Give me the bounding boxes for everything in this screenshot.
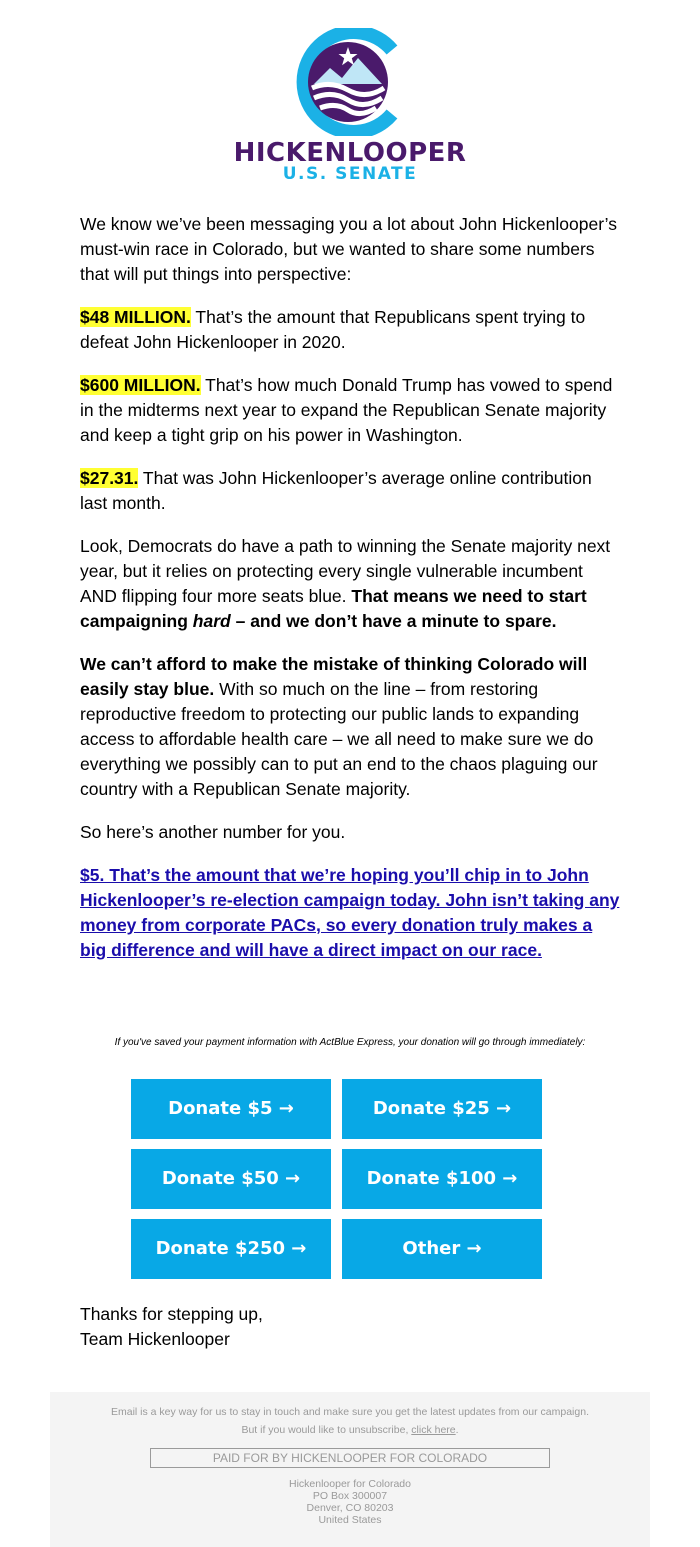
colorado-bold: We can’t afford to make the mistake of thinking Colorado will easily stay blue.: [80, 654, 588, 699]
donate-ask-link[interactable]: $5. That’s the amount that we’re hoping you’ll chip in to John Hickenlooper’s re-election campaign today. John isn’t taking any money from corporate PACs, so every donation truly makes a big difference and will have a direct impact on our race.: [80, 865, 620, 960]
paid-for-disclaimer: PAID FOR BY HICKENLOOPER FOR COLORADO: [150, 1448, 550, 1468]
address-po: PO Box 300007: [312, 1490, 388, 1502]
campaign-emblem-icon: [290, 28, 410, 136]
mailing-address: [50, 1478, 650, 1526]
donate-5-button[interactable]: Donate $5 →: [131, 1079, 331, 1139]
ask-paragraph: [80, 863, 620, 963]
logo: [0, 28, 700, 188]
donate-100-button[interactable]: Donate $100 →: [342, 1149, 542, 1209]
footer-line-2: [50, 1424, 650, 1436]
footer-unsub-pre: But if you would like to unsubscribe,: [241, 1424, 412, 1436]
donate-other-button[interactable]: Other →: [342, 1219, 542, 1279]
footer-line-1: Email is a key way for us to stay in touch and make sure you get the latest updates from our campaign.: [111, 1406, 589, 1418]
actblue-express-note: If you've saved your payment information with ActBlue Express, your donation will go through immediately:: [114, 1037, 586, 1048]
another-number-paragraph: So here’s another number for you.: [80, 822, 346, 842]
address-country: United States: [318, 1514, 382, 1526]
signoff-line-2: Team Hickenlooper: [80, 1329, 230, 1349]
path-bold-1: That means we need to start campaigning: [80, 586, 587, 631]
stat-text-1: That’s the amount that Republicans spent trying to defeat John Hickenlooper in 2020.: [80, 307, 586, 352]
stat-text-3: That was John Hickenlooper’s average online contribution last month.: [80, 468, 592, 513]
footer-unsub-post: .: [455, 1424, 459, 1436]
stat-highlight-3: $27.31.: [80, 468, 139, 488]
path-bold-2: – and we don’t have a minute to spare.: [230, 611, 557, 631]
signoff-line-1: Thanks for stepping up,: [80, 1304, 263, 1324]
address-city: Denver, CO 80203: [306, 1502, 394, 1514]
logo-name: HICKENLOOPER: [233, 138, 467, 168]
donate-50-button[interactable]: Donate $50 →: [131, 1149, 331, 1209]
path-paragraph: [80, 534, 620, 634]
email-body: [80, 212, 620, 981]
stat-paragraph-1: [80, 305, 620, 355]
donate-25-button[interactable]: Donate $25 →: [342, 1079, 542, 1139]
email-footer: [50, 1392, 650, 1547]
stat-paragraph-3: [80, 466, 620, 516]
signoff: [80, 1302, 620, 1352]
address-org: Hickenlooper for Colorado: [289, 1478, 411, 1490]
logo-subtitle: U.S. SENATE: [282, 164, 418, 184]
intro-paragraph: We know we’ve been messaging you a lot about John Hickenlooper’s must-win race in Colorado, but we wanted to share some numbers that will put things into perspective:: [80, 214, 617, 284]
path-text: Look, Democrats do have a path to winning the Senate majority next year, but it relies on protecting every single vulnerable incumbent AND flipping four more seats blue.: [80, 536, 611, 606]
donate-250-button[interactable]: Donate $250 →: [131, 1219, 331, 1279]
stat-highlight-2: $600 MILLION.: [80, 375, 201, 395]
colorado-text: With so much on the line – from restoring reproductive freedom to protecting our public lands to expanding access to affordable health care – we all need to make sure we do everything we possibly can to put an end to the chaos plaguing our country with a Republican Senate majority.: [80, 679, 598, 799]
path-bold-italic: hard: [192, 611, 231, 631]
stat-highlight-1: $48 MILLION.: [80, 307, 191, 327]
unsubscribe-link[interactable]: click here: [411, 1424, 456, 1436]
stat-paragraph-2: [80, 373, 620, 448]
colorado-paragraph: [80, 652, 620, 802]
stat-text-2: That’s how much Donald Trump has vowed to spend in the midterms next year to expand the Republican Senate majority and keep a tight grip on his power in Washington.: [80, 375, 613, 445]
